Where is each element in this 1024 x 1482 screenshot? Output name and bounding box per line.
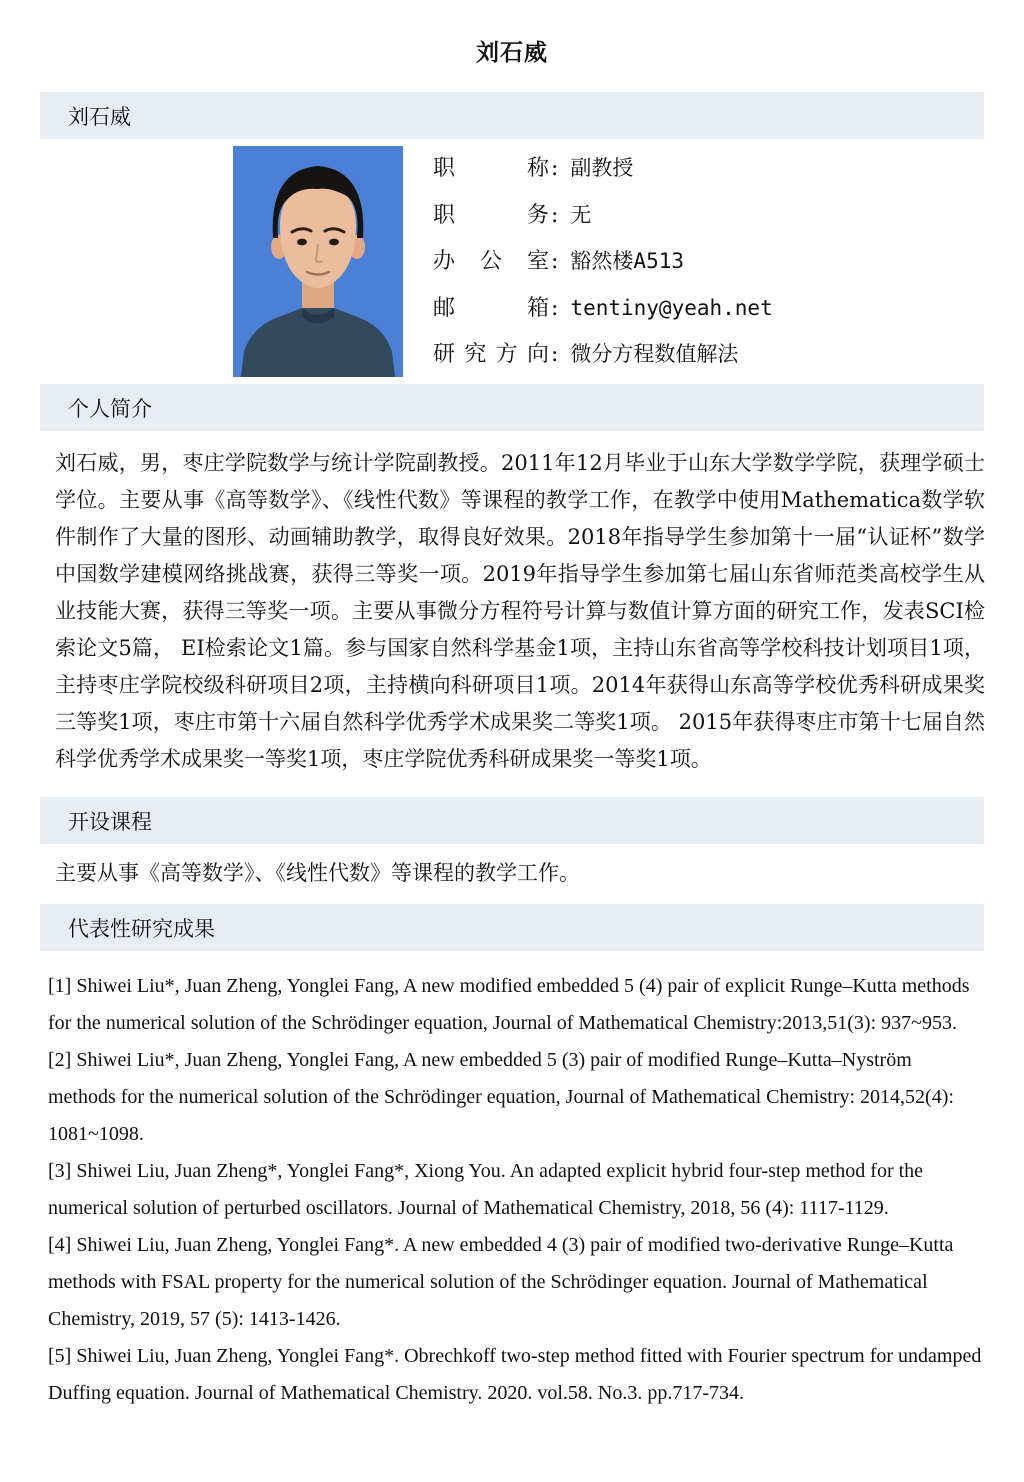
name-header-label: 刘石威 [68,104,131,129]
field-office [433,244,773,275]
intro-paragraph: 刘石威，男，枣庄学院数学与统计学院副教授。2011年12月毕业于山东大学数学学院，获理学硕士学位。主要从事《高等数学》、《线性代数》等课程的教学工作，在教学中使用Mathematica数学软件制作了大量的图形、动画辅助教学，取得良好效果。2018年指导学生参加第十一届“认证杯”数学中国数学建模网络挑战赛，获得三等奖一项。2019年指导学生参加第七届山东省师范类高校学生从业技能大赛，获得三等奖一项。主要从事微分方程符号计算与数值计算方面的研究工作，发表SCI检索论文5篇， EI检索论文1篇。参与国家自然科学基金1项，主持山东省高等学校科技计划项目1项，主持枣庄学院校级科研项目2项，主持横向科研项目1项。2014年获得山东高等学校优秀科研成果奖三等奖1项，枣庄市第十六届自然科学优秀学术成果奖二等奖1项。 2015年获得枣庄市第十七届自然科学优秀学术成果奖一等奖1项，枣庄学院优秀科研成果奖一等奖1项。 [55,451,985,771]
publication-item-3: [3] Shiwei Liu, Juan Zheng*, Yonglei Fang*, Xiong You. An adapted explicit hybrid four-step method for the numerical solution of perturbed oscillators. Journal of Mathematical Chemistry, 2018, 56 (4): 1117-1129. [48,1160,924,1219]
field-colon: : [551,156,559,181]
publication-item-5: [5] Shiwei Liu, Juan Zheng, Yonglei Fang*. Obrechkoff two-step method fitted with Fourier spectrum for undamped Duffing equation. Journal of Mathematical Chemistry. 2020. vol.58. No.3. pp.717-734. [48,1345,982,1404]
section-header-intro-label: 个人简介 [68,396,152,421]
field-office-label: 办公室 [433,249,549,274]
name-header-bar [40,92,984,139]
field-colon: : [551,202,559,228]
field-research-direction-label: 研究方向 [433,342,549,367]
field-office-value: 豁然楼A513 [570,249,684,273]
field-job-title-label: 职称 [433,156,549,181]
field-email [433,291,773,322]
field-job-title [433,151,773,182]
section-header-publications [40,904,984,951]
field-position-value: 无 [570,202,592,227]
publication-list [48,968,984,1412]
page-title: 刘石威 [476,39,548,65]
field-email-value: tentiny@yeah.net [570,295,773,320]
field-position [433,198,773,229]
field-colon: : [551,295,559,321]
field-research-direction [433,337,773,368]
section-header-courses-label: 开设课程 [68,809,152,834]
field-colon: : [551,249,559,274]
profile-photo [233,146,403,377]
field-job-title-value: 副教授 [570,156,634,180]
field-colon: : [551,342,559,367]
publication-item-2: [2] Shiwei Liu*, Juan Zheng, Yonglei Fang, A new embedded 5 (3) pair of modified Runge–Kutta–Nyström methods for the numerical solution of the Schrödinger equation, Journal of Mathematical Chemistry: 2014,52(4): 1081~1098. [48,1049,954,1145]
section-header-publications-label: 代表性研究成果 [68,916,215,941]
profile-fields [433,146,773,377]
publication-item-1: [1] Shiwei Liu*, Juan Zheng, Yonglei Fang, A new modified embedded 5 (4) pair of explicit Runge–Kutta methods for the numerical solution of the Schrödinger equation, Journal of Mathematical Chemistry:2013,51(3): 937~953. [48,975,970,1034]
courses-line: 主要从事《高等数学》、《线性代数》等课程的教学工作。 [55,861,580,885]
portrait-photo-icon [233,146,403,377]
section-header-intro [40,384,984,431]
section-header-courses [40,797,984,844]
publication-item-4: [4] Shiwei Liu, Juan Zheng, Yonglei Fang*. A new embedded 4 (3) pair of modified two-derivative Runge–Kutta methods with FSAL property for the numerical solution of the Schrödinger equation. Journal of Mathematical Chemistry, 2019, 57 (5): 1413-1426. [48,1234,954,1330]
profile-section [233,146,984,377]
field-email-label: 邮箱 [433,295,549,321]
field-research-direction-value: 微分方程数值解法 [570,342,739,366]
field-position-label: 职务 [433,202,549,228]
